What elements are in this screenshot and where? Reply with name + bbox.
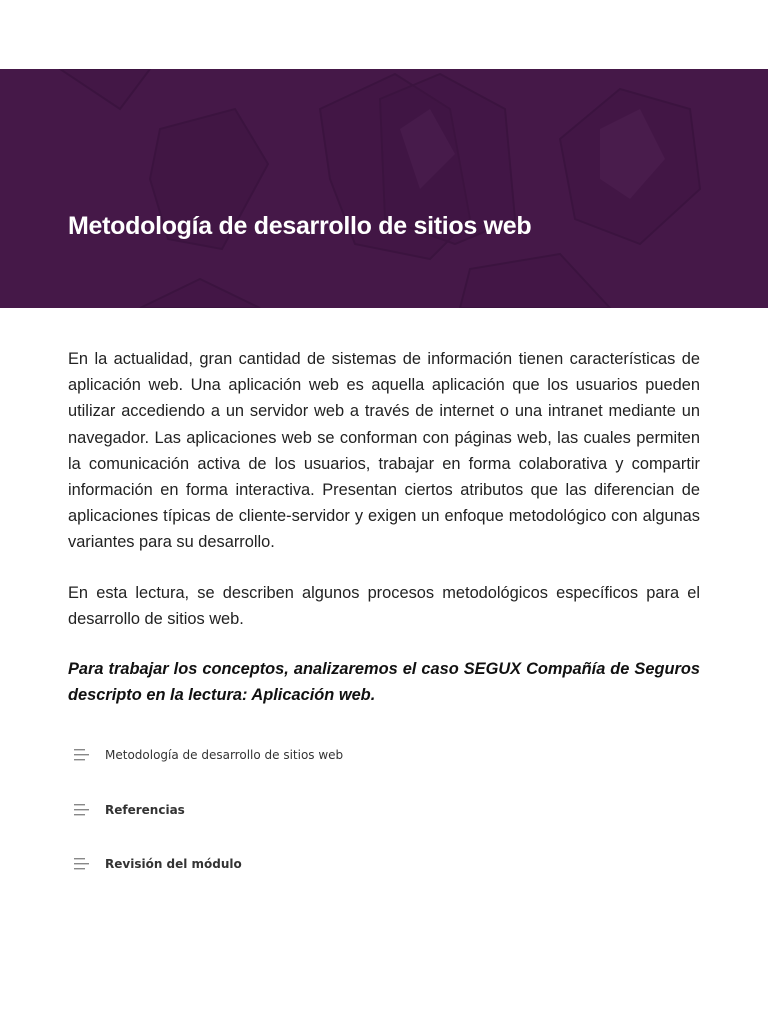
toc-item-label: Revisión del módulo: [105, 857, 242, 871]
toc-item-label: Referencias: [105, 802, 185, 817]
list-lines-icon: [74, 857, 90, 871]
toc-item-metodologia[interactable]: [74, 740, 694, 770]
toc-item-referencias[interactable]: [74, 795, 694, 825]
list-lines-icon: [74, 803, 90, 817]
banner-background-shapes: [0, 69, 768, 308]
intro-paragraph: En la actualidad, gran cantidad de sistemas de información tienen características de aplicación web. Una aplicación web es aquella aplicación que los usuarios pueden utilizar accediendo a un servidor web a través de internet o una intranet mediante un navegador. Las aplicaciones web se conforman con páginas web, las cuales permiten la comunicación activa de los usuarios, trabajar en forma colaborativa y compartir información en forma interactiva. Presentan ciertos atributos que las diferencian de aplicaciones típicas de cliente-servidor y exigen un enfoque metodológico con algunas variantes para su desarrollo.: [68, 350, 700, 552]
page-title: Metodología de desarrollo de sitios web: [68, 212, 532, 240]
lecture-content: [68, 346, 700, 708]
description-paragraph: En esta lectura, se describen algunos procesos metodológicos específicos para el desarrollo de sitios web.: [68, 583, 700, 628]
toc-item-label: Metodología de desarrollo de sitios web: [105, 748, 344, 762]
case-note-paragraph: Para trabajar los conceptos, analizaremos el caso SEGUX Compañía de Seguros descripto en la lectura: Aplicación web.: [68, 660, 700, 705]
header-banner: [0, 69, 768, 308]
table-of-contents: [74, 740, 694, 904]
list-lines-icon: [74, 748, 90, 762]
toc-item-revision-modulo[interactable]: [74, 849, 694, 879]
